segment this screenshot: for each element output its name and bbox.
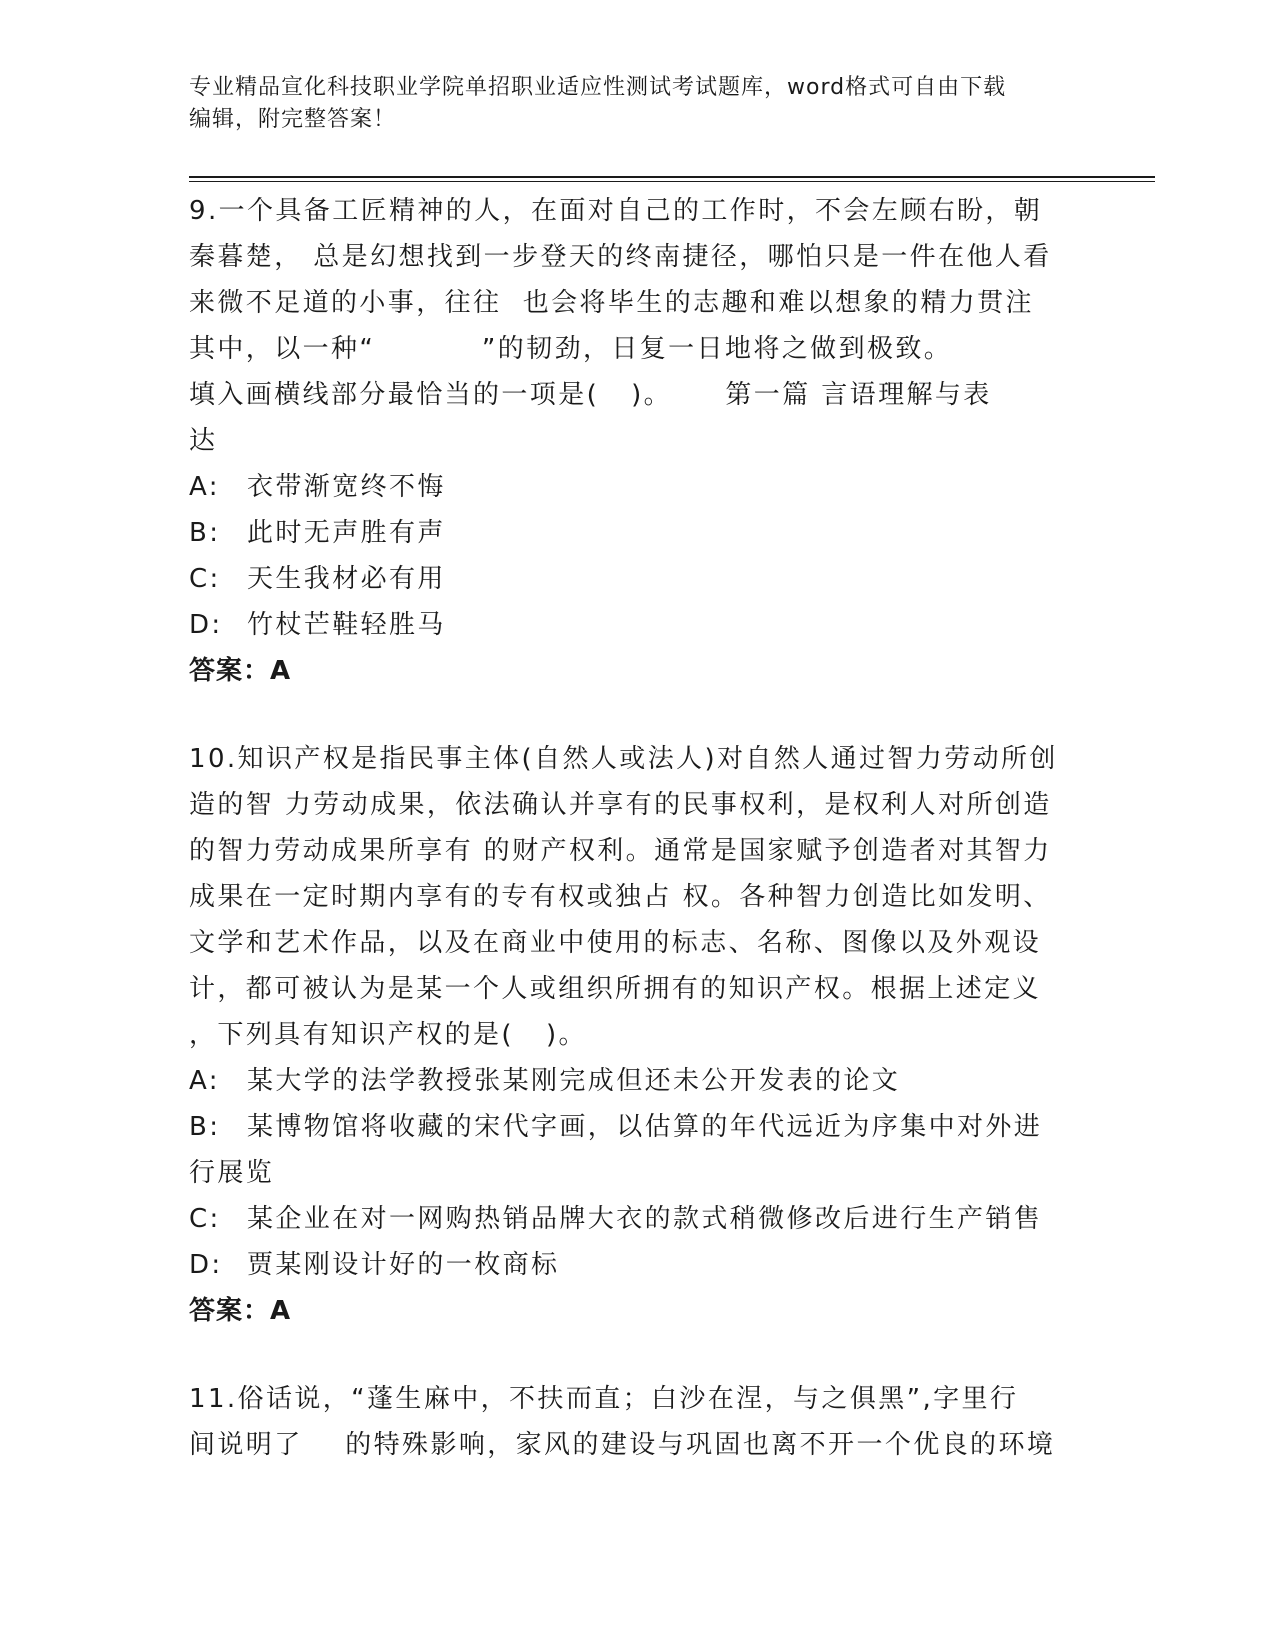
option-c [189, 1196, 1079, 1242]
question-text-line: 达 [189, 426, 218, 456]
question-text-line: 10.知识产权是指民事主体(自然人或法人)对自然人通过智力劳动所创 [189, 744, 1058, 774]
question-text-line: 计，都可被认为是某一个人或组织所拥有的知识产权。根据上述定义 [189, 974, 1042, 1004]
option-text: 天生我材必有用 [247, 564, 446, 594]
option-label: D: [189, 610, 223, 640]
option-b-continued: 行展览 [189, 1158, 275, 1188]
option-a [189, 464, 1079, 510]
question-spacer [189, 1334, 1079, 1376]
question-text-line: 秦暮楚， 总是幻想找到一步登天的终南捷径，哪怕只是一件在他人看 [189, 242, 1052, 272]
question-spacer [189, 694, 1079, 736]
option-a [189, 1058, 1079, 1104]
option-label: D: [189, 1250, 223, 1280]
option-text: 某大学的法学教授张某刚完成但还未公开发表的论文 [247, 1066, 901, 1096]
question-content [189, 188, 1079, 1468]
option-label: A: [189, 1066, 220, 1096]
question-text-line: 11.俗话说，“蓬生麻中，不扶而直；白沙在涅，与之俱黑”,字里行 [189, 1384, 1019, 1414]
question-text-line: 的智力劳动成果所享有 的财产权利。通常是国家赋予创造者对其智力 [189, 836, 1052, 866]
question-text-line: 来微不足道的小事，往往 也会将毕生的志趣和难以想象的精力贯注 [189, 288, 1034, 318]
question-text-line: 成果在一定时期内享有的专有权或独占 权。各种智力创造比如发明、 [189, 882, 1052, 912]
option-label: A: [189, 472, 220, 502]
question-10 [189, 736, 1079, 1334]
option-label: B: [189, 1112, 221, 1142]
header-divider-thin [189, 181, 1155, 182]
option-text: 某企业在对一网购热销品牌大衣的款式稍微修改后进行生产销售 [247, 1204, 1043, 1234]
option-d [189, 1242, 1079, 1288]
option-text: 某博物馆将收藏的宋代字画，以估算的年代远近为序集中对外进 [247, 1112, 1043, 1142]
option-d [189, 602, 1079, 648]
question-text-line: 造的智 力劳动成果，依法确认并享有的民事权利，是权利人对所创造 [189, 790, 1052, 820]
option-text: 竹杖芒鞋轻胜马 [247, 610, 446, 640]
question-11 [189, 1376, 1079, 1468]
question-text-line: 其中，以一种“ ”的韧劲，日复一日地将之做到极致。 [189, 334, 953, 364]
question-9 [189, 188, 1079, 694]
question-text-line: ，下列具有知识产权的是( )。 [189, 1020, 587, 1050]
option-text: 此时无声胜有声 [247, 518, 446, 548]
question-text-line: 文学和艺术作品，以及在商业中使用的标志、名称、图像以及外观设 [189, 928, 1042, 958]
answer-label: 答案：A [189, 656, 292, 686]
header-line-2: 编辑，附完整答案！ [189, 107, 397, 132]
option-label: C: [189, 564, 221, 594]
question-text-line: 填入画横线部分最恰当的一项是( )。 第一篇 言语理解与表 [189, 380, 992, 410]
option-b [189, 510, 1079, 556]
option-b [189, 1104, 1079, 1150]
option-text: 衣带渐宽终不悔 [247, 472, 446, 502]
option-text: 贾某刚设计好的一枚商标 [247, 1250, 560, 1280]
answer-label: 答案：A [189, 1296, 292, 1326]
page-header [189, 72, 1089, 136]
option-c [189, 556, 1079, 602]
option-label: C: [189, 1204, 221, 1234]
header-line-1: 专业精品宣化科技职业学院单招职业适应性测试考试题库，word格式可自由下载 [189, 75, 1007, 100]
question-text-line: 9.一个具备工匠精神的人，在面对自己的工作时，不会左顾右盼，朝 [189, 196, 1043, 226]
header-divider-thick [189, 176, 1155, 178]
question-text-line: 间说明了 的特殊影响，家风的建设与巩固也离不开一个优良的环境 [189, 1430, 1056, 1460]
option-label: B: [189, 518, 221, 548]
